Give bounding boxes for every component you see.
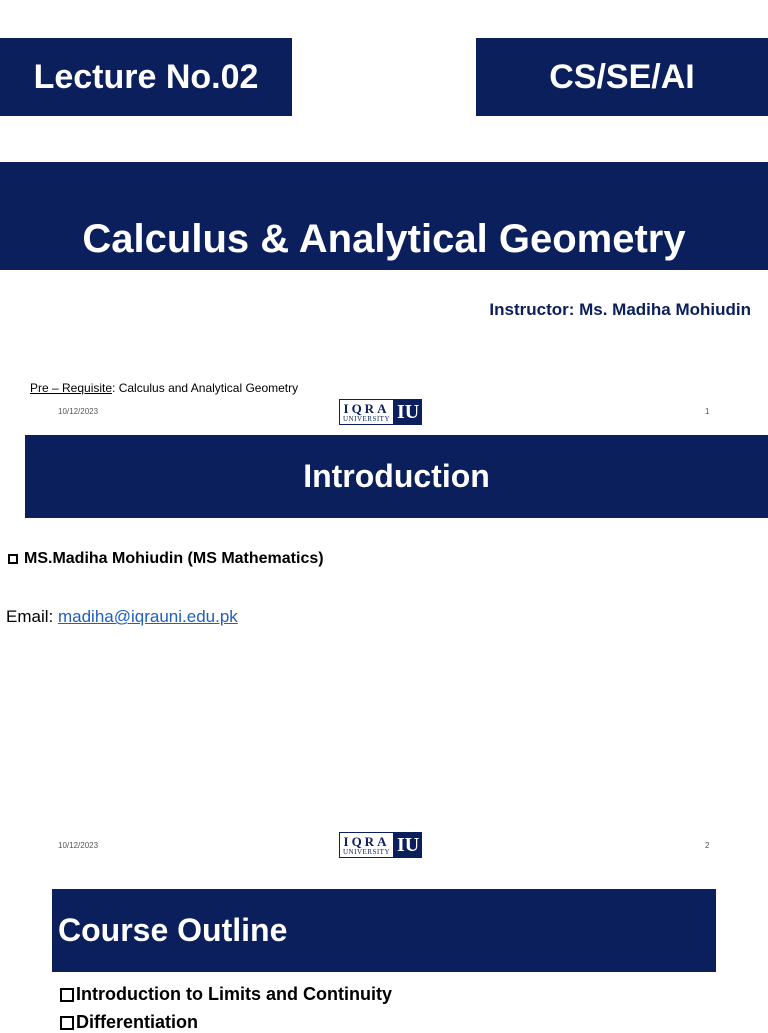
- logo-mark: IU: [394, 399, 422, 425]
- instructor-bullet-text: MS.Madiha Mohiudin (MS Mathematics): [24, 550, 324, 567]
- outline-item: [60, 1012, 198, 1033]
- logo-wordmark: [339, 399, 394, 425]
- logo-subword: UNIVERSITY: [343, 847, 390, 856]
- lecture-number-text: Lecture No.02: [33, 57, 259, 96]
- checkbox-bullet-icon: [60, 988, 74, 1002]
- iqra-university-logo: [339, 399, 422, 425]
- introduction-banner: [25, 435, 768, 518]
- email-line: [6, 607, 238, 627]
- logo-word: IQRA: [343, 400, 390, 416]
- email-link[interactable]: madiha@iqrauni.edu.pk: [57, 607, 238, 626]
- email-label: Email:: [6, 607, 58, 626]
- prerequisite-label: Pre – Requisite: [30, 381, 113, 395]
- checkbox-bullet-icon: [8, 554, 18, 564]
- outline-item-text: Introduction to Limits and Continuity: [76, 984, 392, 1004]
- slide-2-page-number: 2: [705, 841, 710, 850]
- instructor-name: Instructor: Ms. Madiha Mohiudin: [489, 300, 751, 319]
- course-outline-banner: [52, 889, 716, 972]
- prerequisite-line: [30, 381, 298, 395]
- slide-2-date: 10/12/2023: [58, 841, 99, 850]
- course-title-banner: [0, 162, 768, 270]
- logo-subword: UNIVERSITY: [343, 414, 390, 423]
- outline-item: [60, 984, 392, 1005]
- logo-wordmark: [339, 832, 394, 858]
- program-banner: [476, 38, 768, 116]
- logo-word: IQRA: [343, 833, 390, 849]
- program-text: CS/SE/AI: [549, 57, 695, 96]
- course-outline-title: Course Outline: [58, 912, 288, 948]
- checkbox-bullet-icon: [60, 1016, 74, 1030]
- prerequisite-value: : Calculus and Analytical Geometry: [112, 381, 299, 395]
- outline-item-text: Differentiation: [76, 1012, 199, 1032]
- course-title: Calculus & Analytical Geometry: [82, 217, 686, 261]
- lecture-number-banner: [0, 38, 292, 116]
- introduction-title: Introduction: [303, 458, 490, 494]
- iqra-university-logo-2: [339, 832, 422, 858]
- logo-mark: IU: [394, 832, 422, 858]
- slide-1-date: 10/12/2023: [58, 407, 99, 416]
- instructor-bullet: [8, 550, 324, 568]
- slide-1-page-number: 1: [705, 407, 710, 416]
